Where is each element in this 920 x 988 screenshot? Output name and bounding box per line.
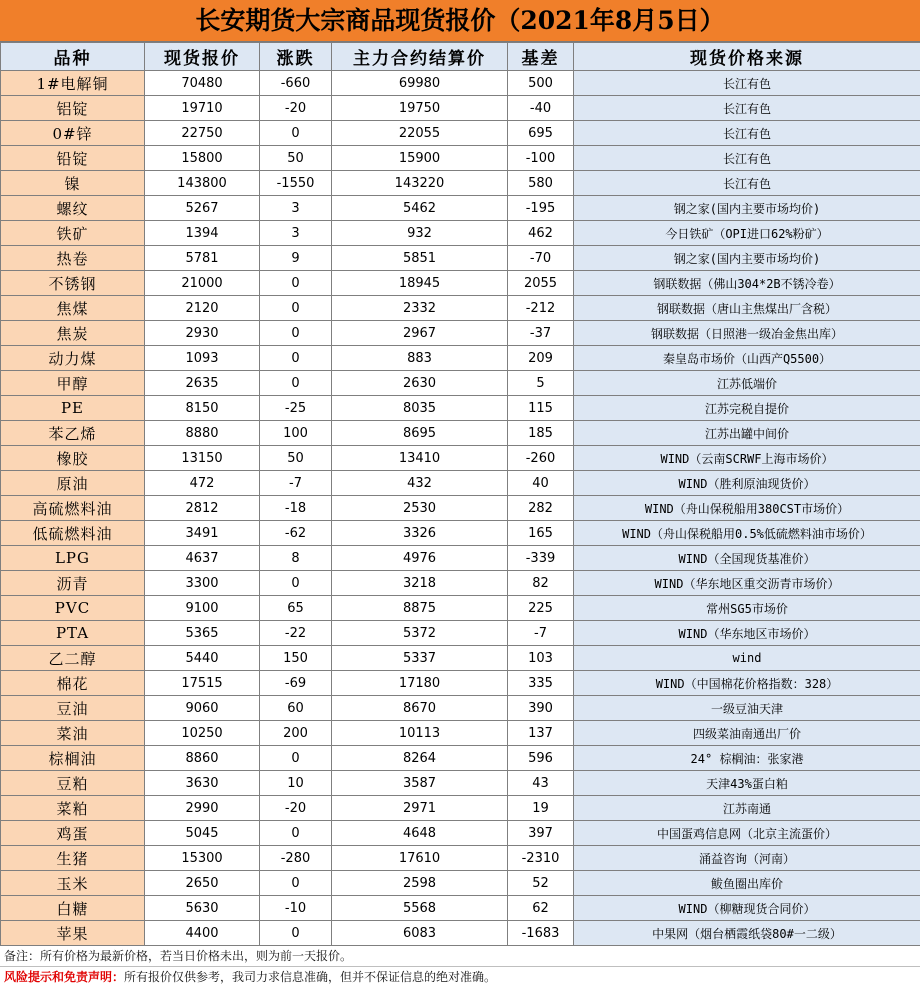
cell-settle-price: 6083 [332,921,508,946]
cell-settle-price: 2332 [332,296,508,321]
table-row [1,821,920,846]
cell-change: 100 [260,421,332,446]
cell-settle-price: 3587 [332,771,508,796]
cell-variety: 1#电解铜 [1,71,145,96]
cell-variety: 甲醇 [1,371,145,396]
cell-settle-price: 2530 [332,496,508,521]
cell-spot-price: 472 [145,471,260,496]
cell-settle-price: 8035 [332,396,508,421]
cell-spot-price: 143800 [145,171,260,196]
cell-spot-price: 1394 [145,221,260,246]
cell-basis: -195 [508,196,574,221]
cell-basis: -339 [508,546,574,571]
page-title: 长安期货大宗商品现货报价（2021年8月5日） [0,0,920,42]
cell-change: 0 [260,346,332,371]
table-row [1,321,920,346]
cell-settle-price: 5851 [332,246,508,271]
cell-settle-price: 2598 [332,871,508,896]
cell-spot-price: 2635 [145,371,260,396]
cell-variety: 铝锭 [1,96,145,121]
table-row [1,696,920,721]
cell-price-source: 24° 棕榈油：张家港 [574,746,920,771]
cell-change: 200 [260,721,332,746]
cell-variety: 不锈钢 [1,271,145,296]
table-row [1,396,920,421]
cell-settle-price: 4648 [332,821,508,846]
cell-variety: 苹果 [1,921,145,946]
cell-spot-price: 2990 [145,796,260,821]
cell-basis: 185 [508,421,574,446]
cell-change: 8 [260,546,332,571]
cell-change: 0 [260,821,332,846]
cell-settle-price: 2630 [332,371,508,396]
cell-spot-price: 19710 [145,96,260,121]
table-body [1,71,920,946]
cell-settle-price: 15900 [332,146,508,171]
table-row [1,671,920,696]
cell-price-source: 长江有色 [574,96,920,121]
cell-settle-price: 5372 [332,621,508,646]
cell-change: 60 [260,696,332,721]
cell-settle-price: 10113 [332,721,508,746]
header-spot-price: 现货报价 [145,43,260,71]
cell-basis: 2055 [508,271,574,296]
cell-variety: LPG [1,546,145,571]
cell-settle-price: 19750 [332,96,508,121]
table-row [1,596,920,621]
cell-change: 0 [260,296,332,321]
cell-basis: 335 [508,671,574,696]
footnote: 备注：所有价格为最新价格，若当日价格未出，则为前一天报价。 [0,946,920,967]
cell-settle-price: 2971 [332,796,508,821]
table-row [1,96,920,121]
cell-variety: 0#锌 [1,121,145,146]
cell-variety: 热卷 [1,246,145,271]
cell-price-source: 钢之家(国内主要市场均价) [574,246,920,271]
cell-variety: 棉花 [1,671,145,696]
cell-price-source: WIND（胜利原油现货价） [574,471,920,496]
cell-variety: 动力煤 [1,346,145,371]
cell-change: -7 [260,471,332,496]
header-variety: 品种 [1,43,145,71]
cell-settle-price: 143220 [332,171,508,196]
cell-settle-price: 3218 [332,571,508,596]
cell-settle-price: 8670 [332,696,508,721]
cell-variety: PVC [1,596,145,621]
cell-price-source: 钢联数据（唐山主焦煤出厂含税） [574,296,920,321]
table-row [1,571,920,596]
cell-price-source: 天津43%蛋白粕 [574,771,920,796]
cell-basis: 43 [508,771,574,796]
cell-change: -10 [260,896,332,921]
table-row [1,221,920,246]
cell-settle-price: 3326 [332,521,508,546]
cell-variety: 原油 [1,471,145,496]
cell-change: -22 [260,621,332,646]
header-change: 涨跌 [260,43,332,71]
table-row [1,271,920,296]
cell-price-source: WIND（华东地区市场价） [574,621,920,646]
cell-change: -62 [260,521,332,546]
cell-change: 3 [260,221,332,246]
table-row [1,121,920,146]
cell-price-source: 常州SG5市场价 [574,596,920,621]
cell-spot-price: 8860 [145,746,260,771]
cell-spot-price: 5630 [145,896,260,921]
cell-basis: 165 [508,521,574,546]
disclaimer-label: 风险提示和免责声明： [4,970,124,984]
disclaimer [0,967,920,988]
cell-change: -1550 [260,171,332,196]
cell-basis: 282 [508,496,574,521]
cell-variety: 橡胶 [1,446,145,471]
cell-spot-price: 9100 [145,596,260,621]
cell-settle-price: 17610 [332,846,508,871]
table-row [1,546,920,571]
table-row [1,71,920,96]
cell-variety: 苯乙烯 [1,421,145,446]
cell-basis: 62 [508,896,574,921]
cell-variety: 高硫燃料油 [1,496,145,521]
cell-basis: 580 [508,171,574,196]
cell-change: 0 [260,371,332,396]
cell-price-source: 长江有色 [574,171,920,196]
cell-price-source: 长江有色 [574,71,920,96]
cell-basis: 397 [508,821,574,846]
cell-settle-price: 4976 [332,546,508,571]
table-row [1,921,920,946]
header-basis: 基差 [508,43,574,71]
table-row [1,296,920,321]
cell-spot-price: 15300 [145,846,260,871]
cell-change: -660 [260,71,332,96]
cell-price-source: WIND（云南SCRWF上海市场价） [574,446,920,471]
cell-spot-price: 21000 [145,271,260,296]
cell-spot-price: 17515 [145,671,260,696]
cell-spot-price: 9060 [145,696,260,721]
cell-variety: PE [1,396,145,421]
cell-change: 0 [260,921,332,946]
cell-basis: 40 [508,471,574,496]
cell-price-source: 鲅鱼圈出库价 [574,871,920,896]
cell-variety: 豆粕 [1,771,145,796]
cell-variety: PTA [1,621,145,646]
cell-change: -20 [260,96,332,121]
cell-settle-price: 8264 [332,746,508,771]
cell-basis: 5 [508,371,574,396]
cell-change: 65 [260,596,332,621]
cell-price-source: WIND（舟山保税船用0.5%低硫燃料油市场价） [574,521,920,546]
cell-price-source: 钢之家(国内主要市场均价) [574,196,920,221]
cell-change: 0 [260,121,332,146]
cell-price-source: 今日铁矿（OPI进口62%粉矿） [574,221,920,246]
price-table [0,42,920,946]
table-row [1,371,920,396]
cell-variety: 菜粕 [1,796,145,821]
table-row [1,471,920,496]
cell-price-source: 长江有色 [574,121,920,146]
cell-basis: 500 [508,71,574,96]
cell-basis: 596 [508,746,574,771]
cell-basis: 225 [508,596,574,621]
cell-price-source: 中国蛋鸡信息网（北京主流蛋价） [574,821,920,846]
cell-variety: 沥青 [1,571,145,596]
cell-basis: 115 [508,396,574,421]
cell-spot-price: 8880 [145,421,260,446]
cell-basis: 390 [508,696,574,721]
cell-basis: 209 [508,346,574,371]
table-row [1,196,920,221]
header-price-source: 现货价格来源 [574,43,920,71]
cell-price-source: WIND（全国现货基准价） [574,546,920,571]
table-row [1,146,920,171]
cell-change: -25 [260,396,332,421]
cell-variety: 铅锭 [1,146,145,171]
cell-price-source: 钢联数据（日照港一级冶金焦出库） [574,321,920,346]
cell-variety: 白糖 [1,896,145,921]
header-settle-price: 主力合约结算价 [332,43,508,71]
cell-change: 0 [260,746,332,771]
cell-spot-price: 13150 [145,446,260,471]
cell-spot-price: 5781 [145,246,260,271]
cell-change: 10 [260,771,332,796]
disclaimer-text: 所有报价仅供参考，我司力求信息准确，但并不保证信息的绝对准确。 [124,970,496,984]
cell-change: -20 [260,796,332,821]
table-row [1,496,920,521]
cell-spot-price: 2812 [145,496,260,521]
table-row [1,796,920,821]
cell-settle-price: 13410 [332,446,508,471]
cell-settle-price: 17180 [332,671,508,696]
table-row [1,896,920,921]
cell-price-source: wind [574,646,920,671]
cell-variety: 鸡蛋 [1,821,145,846]
cell-variety: 菜油 [1,721,145,746]
cell-change: -280 [260,846,332,871]
cell-price-source: 秦皇岛市场价（山西产Q5500） [574,346,920,371]
cell-basis: -7 [508,621,574,646]
cell-spot-price: 22750 [145,121,260,146]
table-row [1,421,920,446]
cell-variety: 低硫燃料油 [1,521,145,546]
cell-price-source: 长江有色 [574,146,920,171]
cell-variety: 生猪 [1,846,145,871]
cell-settle-price: 8875 [332,596,508,621]
cell-settle-price: 432 [332,471,508,496]
cell-basis: 137 [508,721,574,746]
cell-variety: 棕榈油 [1,746,145,771]
cell-basis: 82 [508,571,574,596]
cell-spot-price: 8150 [145,396,260,421]
cell-basis: 52 [508,871,574,896]
cell-basis: 695 [508,121,574,146]
table-row [1,621,920,646]
cell-settle-price: 18945 [332,271,508,296]
cell-price-source: 江苏出罐中间价 [574,421,920,446]
table-row [1,346,920,371]
cell-basis: -212 [508,296,574,321]
cell-variety: 乙二醇 [1,646,145,671]
cell-spot-price: 3300 [145,571,260,596]
cell-spot-price: 5365 [145,621,260,646]
cell-variety: 豆油 [1,696,145,721]
cell-price-source: 中果网（烟台栖霞纸袋80#一二级） [574,921,920,946]
cell-variety: 焦煤 [1,296,145,321]
cell-change: 9 [260,246,332,271]
table-header-row [1,43,920,71]
cell-price-source: 江苏完税自提价 [574,396,920,421]
table-row [1,771,920,796]
cell-basis: -37 [508,321,574,346]
cell-spot-price: 2650 [145,871,260,896]
cell-spot-price: 2930 [145,321,260,346]
cell-basis: -40 [508,96,574,121]
cell-price-source: WIND（柳糖现货合同价） [574,896,920,921]
cell-spot-price: 5267 [145,196,260,221]
cell-price-source: 一级豆油天津 [574,696,920,721]
cell-price-source: WIND（舟山保税船用380CST市场价） [574,496,920,521]
cell-change: 3 [260,196,332,221]
table-row [1,746,920,771]
cell-spot-price: 70480 [145,71,260,96]
cell-spot-price: 1093 [145,346,260,371]
cell-basis: 19 [508,796,574,821]
cell-change: 50 [260,446,332,471]
cell-basis: -70 [508,246,574,271]
cell-basis: -100 [508,146,574,171]
cell-price-source: 涌益咨询（河南） [574,846,920,871]
table-row [1,646,920,671]
table-row [1,521,920,546]
cell-settle-price: 8695 [332,421,508,446]
cell-basis: 103 [508,646,574,671]
table-row [1,446,920,471]
cell-change: 150 [260,646,332,671]
cell-settle-price: 5568 [332,896,508,921]
cell-change: 0 [260,571,332,596]
cell-basis: -1683 [508,921,574,946]
cell-basis: -260 [508,446,574,471]
cell-price-source: 江苏低端价 [574,371,920,396]
cell-settle-price: 5462 [332,196,508,221]
cell-change: -69 [260,671,332,696]
cell-variety: 玉米 [1,871,145,896]
table-row [1,246,920,271]
cell-settle-price: 69980 [332,71,508,96]
cell-price-source: 钢联数据（佛山304*2B不锈冷卷） [574,271,920,296]
cell-basis: 462 [508,221,574,246]
table-row [1,846,920,871]
cell-settle-price: 22055 [332,121,508,146]
cell-price-source: 江苏南通 [574,796,920,821]
cell-settle-price: 5337 [332,646,508,671]
cell-change: -18 [260,496,332,521]
cell-spot-price: 4400 [145,921,260,946]
cell-spot-price: 3491 [145,521,260,546]
cell-variety: 铁矿 [1,221,145,246]
cell-settle-price: 2967 [332,321,508,346]
cell-variety: 焦炭 [1,321,145,346]
cell-spot-price: 15800 [145,146,260,171]
cell-price-source: WIND（华东地区重交沥青市场价） [574,571,920,596]
cell-change: 0 [260,271,332,296]
cell-settle-price: 932 [332,221,508,246]
table-row [1,171,920,196]
cell-change: 0 [260,871,332,896]
cell-change: 50 [260,146,332,171]
cell-spot-price: 4637 [145,546,260,571]
cell-change: 0 [260,321,332,346]
cell-price-source: 四级菜油南通出厂价 [574,721,920,746]
table-row [1,871,920,896]
cell-spot-price: 5045 [145,821,260,846]
cell-basis: -2310 [508,846,574,871]
cell-spot-price: 5440 [145,646,260,671]
cell-settle-price: 883 [332,346,508,371]
table-row [1,721,920,746]
cell-spot-price: 3630 [145,771,260,796]
cell-variety: 镍 [1,171,145,196]
cell-spot-price: 10250 [145,721,260,746]
cell-spot-price: 2120 [145,296,260,321]
cell-variety: 螺纹 [1,196,145,221]
cell-price-source: WIND（中国棉花价格指数：328） [574,671,920,696]
